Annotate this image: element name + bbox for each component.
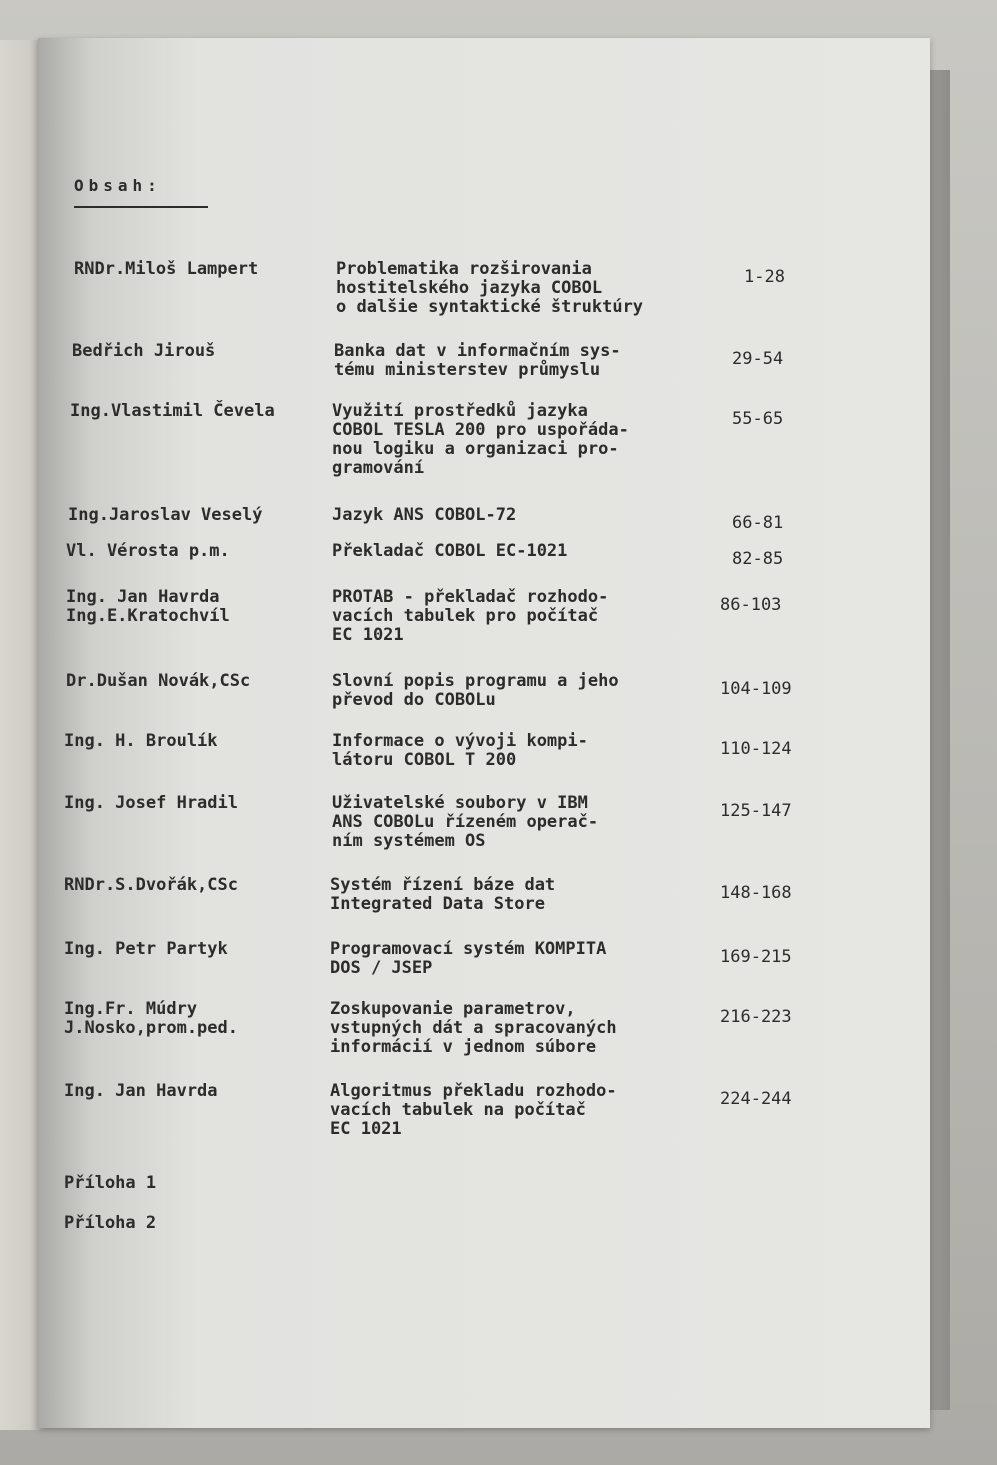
title-line: Programovací systém KOMPITA xyxy=(330,939,607,959)
entry-author xyxy=(66,542,230,561)
entry-page-range: 86-103 xyxy=(720,595,782,615)
entry-author xyxy=(66,672,250,691)
title-line: vacích tabulek na počítač xyxy=(330,1100,586,1120)
entry-author xyxy=(74,260,258,279)
entry-author xyxy=(64,794,238,813)
entry-author xyxy=(64,1082,218,1101)
appendix-item: Příloha 1 xyxy=(64,1173,157,1193)
entry-page-range: 1-28 xyxy=(744,267,785,287)
title-line: ním systémem OS xyxy=(332,831,486,851)
title-line: Zoskupovanie parametrov, xyxy=(330,999,576,1019)
title-line: Uživatelské soubory v IBM xyxy=(332,793,588,813)
author-line: Dr.Dušan Novák,CSc xyxy=(66,671,251,691)
author-line: Ing.Vlastimil Čevela xyxy=(70,401,275,421)
title-line: Informace o vývoji kompi- xyxy=(332,731,588,751)
author-line: Ing. Josef Hradil xyxy=(64,793,238,813)
title-line: hostitelského jazyka COBOL xyxy=(336,278,603,298)
entry-page-range: 169-215 xyxy=(720,947,792,967)
entry-title xyxy=(334,342,621,380)
title-line: Využití prostředků jazyka xyxy=(332,401,588,421)
entry-page-range: 66-81 xyxy=(732,513,784,533)
author-line: Ing. Jan Havrda xyxy=(66,587,220,607)
entry-page-range: 216-223 xyxy=(720,1007,792,1027)
title-line: Jazyk ANS COBOL-72 xyxy=(332,505,517,525)
title-line: DOS / JSEP xyxy=(330,958,433,978)
title-line: EC 1021 xyxy=(332,625,404,645)
entry-title xyxy=(330,1000,617,1057)
title-line: převod do COBOLu xyxy=(332,690,496,710)
author-line: Ing. Petr Partyk xyxy=(64,939,228,959)
entry-page-range: 148-168 xyxy=(720,883,792,903)
title-line: látoru COBOL T 200 xyxy=(332,750,517,770)
title-line: Překladač COBOL EC-1021 xyxy=(332,541,568,561)
entry-title xyxy=(332,506,516,525)
title-line: ANS COBOLu řízeném operač- xyxy=(332,812,599,832)
entry-author xyxy=(64,1000,238,1038)
entry-author xyxy=(64,940,228,959)
author-line: Ing.E.Kratochvíl xyxy=(66,606,230,626)
title-line: Problematika rozširovania xyxy=(336,259,592,279)
entry-page-range: 104-109 xyxy=(720,679,792,699)
title-line: Slovní popis programu a jeho xyxy=(332,671,619,691)
title-line: COBOL TESLA 200 pro uspořáda- xyxy=(332,420,629,440)
title-line: tému ministerstev průmyslu xyxy=(334,360,601,380)
author-line: Bedřich Jirouš xyxy=(72,341,216,361)
author-line: RNDr.Miloš Lampert xyxy=(74,259,259,279)
appendix-item: Příloha 2 xyxy=(64,1213,157,1233)
entry-author xyxy=(64,732,218,751)
entry-author xyxy=(72,342,215,361)
entry-page-range: 125-147 xyxy=(720,801,792,821)
title-line: vacích tabulek pro počítač xyxy=(332,606,599,626)
entry-title xyxy=(332,732,588,770)
entry-title xyxy=(330,876,555,914)
author-line: Ing. Jan Havrda xyxy=(64,1081,218,1101)
entry-title xyxy=(332,794,598,851)
entry-page-range: 29-54 xyxy=(732,349,784,369)
contents-heading: Obsah: xyxy=(74,176,162,195)
author-line: Ing.Fr. Múdry xyxy=(64,999,198,1019)
author-line: J.Nosko,prom.ped. xyxy=(64,1018,238,1038)
title-line: nou logiku a organizaci pro- xyxy=(332,439,619,459)
title-line: Integrated Data Store xyxy=(330,894,545,914)
title-line: o dalšie syntaktické štruktúry xyxy=(336,297,644,317)
document-page xyxy=(38,38,930,1428)
author-line: Vl. Vérosta p.m. xyxy=(66,541,230,561)
entry-title xyxy=(332,588,608,645)
entry-title xyxy=(332,402,629,478)
heading-underline xyxy=(74,206,208,208)
entry-title xyxy=(332,542,567,561)
entry-author xyxy=(64,876,238,895)
entry-author xyxy=(68,506,262,525)
entry-author xyxy=(66,588,230,626)
entry-title xyxy=(330,940,606,978)
title-line: vstupných dát a spracovaných xyxy=(330,1018,617,1038)
title-line: Algoritmus překladu rozhodo- xyxy=(330,1081,617,1101)
title-line: EC 1021 xyxy=(330,1119,402,1139)
author-line: Ing. H. Broulík xyxy=(64,731,218,751)
title-line: Systém řízení báze dat xyxy=(330,875,556,895)
table-of-contents xyxy=(38,38,930,1428)
entry-page-range: 55-65 xyxy=(732,409,784,429)
entry-title xyxy=(336,260,643,317)
author-line: Ing.Jaroslav Veselý xyxy=(68,505,263,525)
entry-page-range: 110-124 xyxy=(720,739,792,759)
entry-title xyxy=(332,672,619,710)
entry-author xyxy=(70,402,275,421)
author-line: RNDr.S.Dvořák,CSc xyxy=(64,875,238,895)
entry-page-range: 82-85 xyxy=(732,549,784,569)
entry-page-range: 224-244 xyxy=(720,1089,792,1109)
title-line: PROTAB - překladač rozhodo- xyxy=(332,587,609,607)
title-line: informácií v jednom súbore xyxy=(330,1037,597,1057)
entry-title xyxy=(330,1082,617,1139)
title-line: gramování xyxy=(332,458,425,478)
title-line: Banka dat v informačním sys- xyxy=(334,341,621,361)
